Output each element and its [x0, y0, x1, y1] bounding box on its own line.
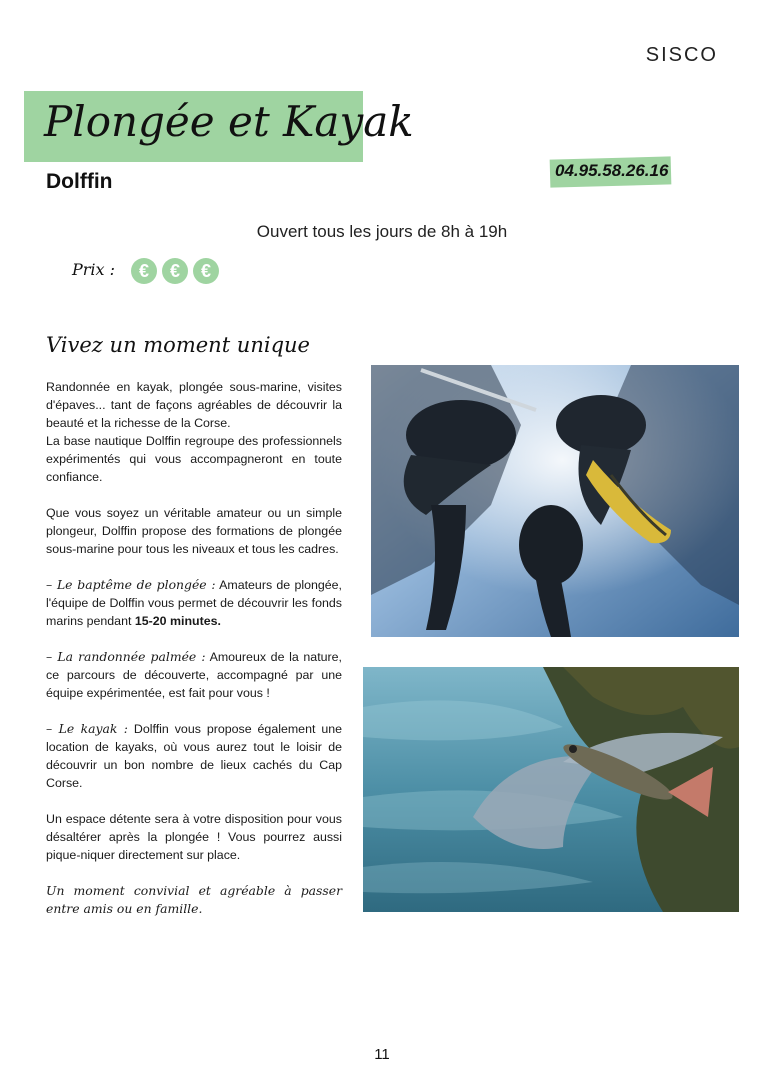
kayak-text: Dolffin vous propose également une location de kayaks, où vous aurez tout le loisir de découvrir un bon nombre de lieux cachés du Cap Corse.: [46, 722, 342, 790]
kayak-label: – Le kayak :: [46, 721, 128, 736]
page-title: Plongée et Kayak: [44, 97, 414, 146]
bapteme-duration: 15-20 minutes.: [134, 614, 221, 628]
opening-hours: Ouvert tous les jours de 8h à 19h: [256, 222, 508, 241]
randonnee-paragraph: [46, 648, 342, 702]
company-name: Dolffin: [46, 170, 113, 193]
closing-sentence: Un moment convivial et agréable à passer entre amis ou en famille.: [46, 883, 342, 916]
section-heading: Vivez un moment unique: [46, 333, 310, 357]
bapteme-text: Amateurs de plongée, l'équipe de Dolffin vous permet de découvrir les fonds marins pendant: [46, 578, 342, 628]
body-text: [46, 378, 342, 918]
intro-paragraph: Randonnée en kayak, plongée sous-marine, visites d'épaves... tant de façons agréables de découvrir la beauté et la richesse de la Corse.: [46, 380, 342, 430]
euro-icon: €: [193, 258, 219, 284]
randonnee-label: – La randonnée palmée :: [46, 649, 206, 664]
bapteme-paragraph: [46, 576, 342, 630]
region-label: SISCO: [645, 44, 718, 66]
euro-icon: €: [131, 258, 157, 284]
phone-number: 04.95.58.26.16: [555, 161, 669, 180]
divers-photo: [371, 365, 739, 637]
price-label: Prix :: [72, 260, 116, 279]
page-number: 11: [374, 1046, 390, 1063]
training-paragraph: Que vous soyez un véritable amateur ou un simple plongeur, Dolffin propose des formations de plongée sous-marine pour tous les niveaux et tous les cadres.: [46, 506, 342, 556]
intro-paragraph: La base nautique Dolffin regroupe des professionnels expérimentés qui vous accompagneront en toute confiance.: [46, 434, 342, 484]
detente-paragraph: Un espace détente sera à votre disposition pour vous désaltérer après la plongée ! Vous pourrez aussi pique-niquer directement sur place.: [46, 812, 342, 862]
kayak-paragraph: [46, 720, 342, 792]
randonnee-text: Amoureux de la nature, ce parcours de découverte, accompagné par une équipe expérimentée, est fait pour vous !: [46, 650, 342, 700]
bapteme-label: – Le baptême de plongée :: [46, 577, 216, 592]
fish-photo: [363, 667, 739, 912]
euro-icon: €: [162, 258, 188, 284]
